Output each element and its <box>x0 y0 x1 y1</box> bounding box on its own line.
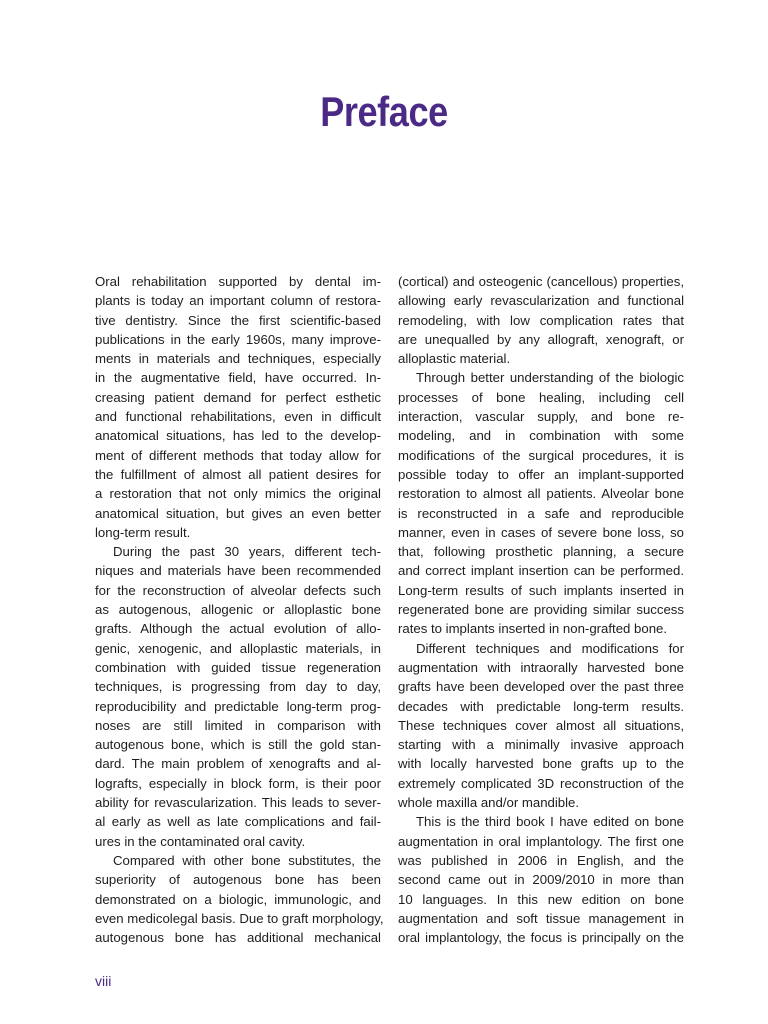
body-text-line: whole maxilla and/or mandible. <box>398 795 580 811</box>
body-text-line: remodeling, with low complication rates that <box>398 312 684 328</box>
body-text-line: (cortical) and osteogenic (cancellous) properties, <box>398 274 684 289</box>
body-text-line: manner, even in cases of severe bone loss, so <box>398 524 684 540</box>
body-text-line: niques and materials have been recommended <box>95 563 381 579</box>
body-text-line: anatomical situations, has led to the develop- <box>95 428 381 444</box>
body-text-line: techniques, is progressing from day to day, <box>95 679 381 695</box>
body-text-line: Compared with other bone substitutes, the <box>113 852 381 868</box>
body-text-line: Long-term results of such implants inserted in <box>398 582 684 598</box>
body-text-line: lografts, especially in block form, is their poor <box>95 775 381 791</box>
body-text-line: and correct implant insertion can be performed. <box>398 563 684 579</box>
page-title: Preface <box>320 88 448 135</box>
body-text-line: starting with a minimally invasive approach <box>398 737 684 753</box>
body-text-line: modeling, and in combination with some <box>398 428 684 444</box>
body-text-line: even medicolegal basis. Due to graft morphology, <box>95 910 384 926</box>
page-number: viii <box>95 973 112 989</box>
body-text-line: and functional rehabilitations, even in difficult <box>95 409 381 425</box>
body-text-line: was published in 2006 in English, and the <box>398 852 684 868</box>
body-text-line: Different techniques and modifications for <box>416 640 684 656</box>
body-text-line: noses are still limited in comparison with <box>95 717 381 733</box>
body-text-line: decades with predictable long-term results. <box>398 698 684 714</box>
body-text-line: ment of different methods that today allow for <box>95 447 381 463</box>
body-text-line: anatomical situation, but gives an even better <box>95 505 381 521</box>
body-text-line: ability for revascularization. This leads to sever- <box>95 795 381 811</box>
body-text-line: augmentation and soft tissue management in <box>398 910 684 926</box>
body-text-line: oral implantology, the focus is principally on the <box>398 930 684 946</box>
body-text-line: autogenous bone has additional mechanical <box>95 930 381 946</box>
body-text-line: augmentation with intraorally harvested bone <box>398 659 684 675</box>
body-text-line: publications in the early 1960s, many improve- <box>95 331 381 347</box>
body-text-line: long-term result. <box>95 524 191 540</box>
body-text-line: grafts. Although the actual evolution of allo- <box>95 621 381 637</box>
body-text-line: interaction, vascular supply, and bone re- <box>398 409 684 425</box>
body-text-line: reproducibility and predictable long-term prog- <box>95 698 381 714</box>
body-text-line: genic, xenogenic, and alloplastic materials, in <box>95 640 381 656</box>
body-text-line: superiority of autogenous bone has been <box>95 872 381 888</box>
body-text-line: tive dentistry. Since the first scientific-based <box>95 312 381 328</box>
body-text-line: possible today to offer an implant-supported <box>398 466 684 482</box>
body-text-line: autogenous bone, which is still the gold stan- <box>95 737 381 753</box>
body-text-line: restoration to almost all patients. Alveolar bone <box>398 486 684 502</box>
body-text-line: grafts have been developed over the past three <box>398 679 684 695</box>
body-text-line: processes of bone healing, including cell <box>398 389 684 405</box>
body-text-line: regenerated bone are providing similar success <box>398 602 684 618</box>
body-text-line: for the reconstruction of alveolar defects such <box>95 582 381 598</box>
body-text-line: Oral rehabilitation supported by dental im- <box>95 274 381 289</box>
body-text-line: extremely complicated 3D reconstruction of the <box>398 775 684 791</box>
text-column-left <box>95 272 384 947</box>
body-text-line: creasing patient demand for perfect esthetic <box>95 389 381 405</box>
body-text-line: These techniques cover almost all situations, <box>398 717 684 733</box>
body-text-line: as autogenous, allogenic or alloplastic bone <box>95 602 381 618</box>
body-text-line: dard. The main problem of xenografts and al- <box>95 756 381 772</box>
body-text-line: modifications of the surgical procedures, it is <box>398 447 684 463</box>
body-text-line: This is the third book I have edited on bone <box>416 814 684 830</box>
body-text-line: are unequalled by any allograft, xenograft, or <box>398 331 684 347</box>
body-text-line: alloplastic material. <box>398 351 511 367</box>
body-text-line: a restoration that not only mimics the original <box>95 486 381 502</box>
text-column-right <box>398 272 684 947</box>
body-text-line: in the augmentative field, have occurred. In- <box>95 370 381 386</box>
body-text-line: ures in the contaminated oral cavity. <box>95 833 306 849</box>
body-text-line: the fulfillment of almost all patient desires for <box>95 466 381 482</box>
body-text-line: rates to implants inserted in non-grafted bone. <box>398 621 668 637</box>
body-text-line: demonstrated on a biologic, immunologic, and <box>95 891 381 907</box>
body-text-line: allowing early revascularization and functional <box>398 293 684 309</box>
body-text-line: Through better understanding of the biologic <box>416 370 684 386</box>
body-text-line: During the past 30 years, different tech- <box>113 544 381 560</box>
body-text-line: augmentation in oral implantology. The first one <box>398 833 684 849</box>
body-text-line: plants is today an important column of restora- <box>95 293 381 309</box>
body-text-line: with locally harvested bone grafts up to the <box>398 756 684 772</box>
body-text-line: combination with guided tissue regeneration <box>95 659 381 675</box>
body-text-line: that, following prosthetic planning, a secure <box>398 544 684 560</box>
body-text-line: 10 languages. In this new edition on bone <box>398 891 684 907</box>
body-text-line: second came out in 2009/2010 in more than <box>398 872 684 888</box>
body-text-line: ments in materials and techniques, especially <box>95 351 381 367</box>
body-text-line: is reconstructed in a safe and reproducible <box>398 505 684 521</box>
body-text-line: al early as well as late complications and fail- <box>95 814 381 830</box>
